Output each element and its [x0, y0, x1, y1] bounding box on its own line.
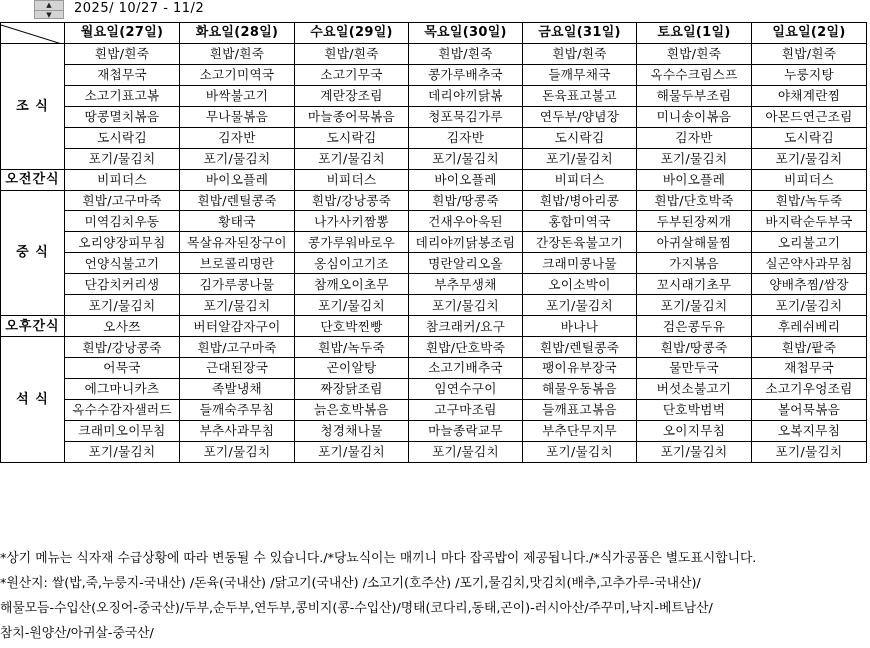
menu-item[interactable]: 에그마니카츠: [65, 378, 180, 399]
menu-item[interactable]: 바싹불고기: [180, 85, 295, 106]
menu-item[interactable]: 소고기표고볶: [65, 85, 180, 106]
snack-item[interactable]: 바이오플레: [637, 169, 752, 190]
menu-item[interactable]: 해물우동볶음: [523, 378, 637, 399]
menu-item[interactable]: 데리야끼닭봉조림: [409, 232, 523, 253]
lunch-row: [1, 253, 867, 274]
menu-item[interactable]: 소고기배추국: [409, 358, 523, 379]
lunch-row: [1, 295, 867, 316]
menu-item[interactable]: 김자반: [409, 127, 523, 148]
origin-line: 해물모듬-수입산(오징어-중국산)/두부,순두부,연두부,콩비지(콩-수입산)/명태(코다리,동태,곤이)-러시아산/주꾸미,낙지-베트남산/: [0, 601, 713, 616]
dinner-label: 석 식: [1, 337, 65, 463]
menu-item[interactable]: 흰밥/흰죽: [409, 43, 523, 64]
menu-item[interactable]: 늙은호박볶음: [295, 399, 409, 420]
menu-item[interactable]: 흰밥/흰죽: [65, 43, 180, 64]
menu-item[interactable]: 옥수수크림스프: [637, 64, 752, 85]
menu-item[interactable]: 흰밥/흰죽: [295, 43, 409, 64]
menu-item[interactable]: 마늘종락교무: [409, 420, 523, 441]
menu-item[interactable]: 포기/물김치: [295, 441, 409, 462]
menu-item[interactable]: 마늘종어묵볶음: [295, 106, 409, 127]
menu-item[interactable]: 포기/물김치: [752, 295, 867, 316]
day-header: 금요일(31일): [523, 23, 637, 44]
snack-item[interactable]: 비피더스: [65, 169, 180, 190]
snack-item[interactable]: 오사쯔: [65, 316, 180, 337]
menu-item[interactable]: 콩가루배추국: [409, 64, 523, 85]
origin-line: *원산지: 쌀(밥,죽,누룽지-국내산) /돈육(국내산) /닭고기(국내산) /소고기(호주산) /포기,물김치,맛김치(배추,고추가루-국내산)/: [0, 576, 701, 591]
menu-item[interactable]: 부추단무지무: [523, 420, 637, 441]
menu-item[interactable]: 임연수구이: [409, 378, 523, 399]
menu-item[interactable]: 포기/물김치: [180, 295, 295, 316]
date-range: 2025/ 10/27 - 11/2: [74, 1, 205, 16]
snack-item[interactable]: 단호박찐빵: [295, 316, 409, 337]
menu-item[interactable]: 아몬드연근조림: [752, 106, 867, 127]
menu-item[interactable]: 흰밥/흰죽: [180, 43, 295, 64]
menu-item[interactable]: 소고기미역국: [180, 64, 295, 85]
menu-item[interactable]: 포기/물김치: [637, 441, 752, 462]
menu-item[interactable]: 포기/물김치: [523, 441, 637, 462]
menu-item[interactable]: 흰밥/고구마죽: [65, 190, 180, 211]
menu-item[interactable]: 땅콩멸치볶음: [65, 106, 180, 127]
menu-item[interactable]: 흰밥/단호박죽: [409, 337, 523, 358]
menu-item[interactable]: 족발냉채: [180, 378, 295, 399]
menu-item[interactable]: 포기/물김치: [752, 148, 867, 169]
menu-item[interactable]: 흰밥/병아리콩: [523, 190, 637, 211]
dinner-row: [1, 441, 867, 462]
menu-item[interactable]: 포기/물김치: [295, 295, 409, 316]
breakfast-row: [1, 127, 867, 148]
menu-item[interactable]: 물만두국: [637, 358, 752, 379]
day-header: 목요일(30일): [409, 23, 523, 44]
menu-item[interactable]: 흰밥/렌틸콩죽: [180, 190, 295, 211]
menu-item[interactable]: 건새우아욱된: [409, 211, 523, 232]
menu-item[interactable]: 흰밥/흰죽: [752, 43, 867, 64]
snack-item[interactable]: 비피더스: [295, 169, 409, 190]
origin-line: 참치-원양산/아귀살-중국산/: [0, 626, 154, 641]
menu-item[interactable]: 옹심이고기조: [295, 253, 409, 274]
menu-item[interactable]: 포기/물김치: [65, 441, 180, 462]
snack-item[interactable]: 바이오플레: [409, 169, 523, 190]
menu-item[interactable]: 아귀살해물찜: [637, 232, 752, 253]
menu-item[interactable]: 해물두부조림: [637, 85, 752, 106]
breakfast-label: 조 식: [1, 43, 65, 169]
menu-item[interactable]: 재첩무국: [752, 358, 867, 379]
menu-item[interactable]: 브로콜리명란: [180, 253, 295, 274]
menu-item[interactable]: 재첩무국: [65, 64, 180, 85]
menu-item[interactable]: 어묵국: [65, 358, 180, 379]
diagonal-line-icon: [1, 23, 65, 43]
menu-item[interactable]: 바지락순두부국: [752, 211, 867, 232]
day-header: 화요일(28일): [180, 23, 295, 44]
menu-item[interactable]: 볼어묵볶음: [752, 399, 867, 420]
menu-item[interactable]: 포기/물김치: [180, 148, 295, 169]
lunch-row: [1, 190, 867, 211]
menu-item[interactable]: 도시락김: [65, 127, 180, 148]
menu-item[interactable]: 목살유자된장구이: [180, 232, 295, 253]
menu-item[interactable]: 흰밥/땅콩죽: [637, 337, 752, 358]
menu-item[interactable]: 오리양장피무침: [65, 232, 180, 253]
menu-item[interactable]: 흰밥/녹두죽: [295, 337, 409, 358]
menu-item[interactable]: 소고기우엉조림: [752, 378, 867, 399]
afternoon-snack-row: [1, 316, 867, 337]
menu-item[interactable]: 팽이유부장국: [523, 358, 637, 379]
menu-item[interactable]: 들깨표고볶음: [523, 399, 637, 420]
afternoon-snack-label: 오후간식: [1, 316, 65, 337]
menu-item[interactable]: 흰밥/땅콩죽: [409, 190, 523, 211]
menu-item[interactable]: 흰밥/녹두죽: [752, 190, 867, 211]
menu-item[interactable]: 나가사키짬뽕: [295, 211, 409, 232]
lunch-row: [1, 211, 867, 232]
snack-item[interactable]: 바나나: [523, 316, 637, 337]
menu-item[interactable]: 포기/물김치: [65, 148, 180, 169]
menu-item[interactable]: 도시락김: [523, 127, 637, 148]
dinner-row: [1, 358, 867, 379]
menu-item[interactable]: 흰밥/강낭콩죽: [295, 190, 409, 211]
menu-item[interactable]: 포기/물김치: [523, 148, 637, 169]
dinner-row: [1, 420, 867, 441]
menu-item[interactable]: 흰밥/렌틸콩죽: [523, 337, 637, 358]
menu-item[interactable]: 오복지무침: [752, 420, 867, 441]
scroll-spinner[interactable]: [34, 0, 64, 19]
day-header: 토요일(1일): [637, 23, 752, 44]
menu-item[interactable]: 연두부/양념장: [523, 106, 637, 127]
day-header: 수요일(29일): [295, 23, 409, 44]
menu-item[interactable]: 김자반: [180, 127, 295, 148]
menu-item[interactable]: 포기/물김치: [752, 441, 867, 462]
menu-item[interactable]: 근대된장국: [180, 358, 295, 379]
menu-item[interactable]: 황태국: [180, 211, 295, 232]
breakfast-row: [1, 43, 867, 64]
morning-snack-label: 오전간식: [1, 169, 65, 190]
breakfast-row: [1, 106, 867, 127]
menu-item[interactable]: 청경채나물: [295, 420, 409, 441]
menu-item[interactable]: 포기/물김치: [523, 295, 637, 316]
menu-item[interactable]: 고구마조림: [409, 399, 523, 420]
menu-item[interactable]: 흰밥/흰죽: [637, 43, 752, 64]
menu-item[interactable]: 포기/물김치: [295, 148, 409, 169]
menu-item[interactable]: 양배추찜/쌈장: [752, 274, 867, 295]
morning-snack-row: [1, 169, 867, 190]
menu-item[interactable]: 단감치커리생: [65, 274, 180, 295]
menu-item[interactable]: 들깨숙주무침: [180, 399, 295, 420]
snack-item[interactable]: 비피더스: [523, 169, 637, 190]
day-header: 월요일(27일): [65, 23, 180, 44]
menu-item[interactable]: 청포묵김가루: [409, 106, 523, 127]
menu-item[interactable]: 흰밥/강낭콩죽: [65, 337, 180, 358]
menu-item[interactable]: 흰밥/흰죽: [523, 43, 637, 64]
menu-item[interactable]: 포기/물김치: [409, 295, 523, 316]
spin-down-icon[interactable]: ▼: [35, 10, 63, 20]
snack-item[interactable]: 참크래커/요구: [409, 316, 523, 337]
spin-up-icon[interactable]: ▲: [46, 1, 52, 9]
menu-item[interactable]: 언양식불고기: [65, 253, 180, 274]
lunch-row: [1, 274, 867, 295]
menu-item[interactable]: 가지볶음: [637, 253, 752, 274]
menu-item[interactable]: 포기/물김치: [65, 295, 180, 316]
menu-item[interactable]: 단호박범벅: [637, 399, 752, 420]
menu-item[interactable]: 포기/물김치: [180, 441, 295, 462]
breakfast-row: [1, 85, 867, 106]
menu-item[interactable]: 포기/물김치: [637, 148, 752, 169]
snack-item[interactable]: 비피더스: [752, 169, 867, 190]
menu-item[interactable]: 간장돈육불고기: [523, 232, 637, 253]
menu-item[interactable]: 포기/물김치: [409, 148, 523, 169]
menu-item[interactable]: 버섯소불고기: [637, 378, 752, 399]
menu-item[interactable]: 홍합미역국: [523, 211, 637, 232]
menu-item[interactable]: 크래미콩나물: [523, 253, 637, 274]
menu-item[interactable]: 부추사과무침: [180, 420, 295, 441]
day-header: 일요일(2일): [752, 23, 867, 44]
menu-item[interactable]: 실곤약사과무침: [752, 253, 867, 274]
menu-item[interactable]: 흰밥/단호박죽: [637, 190, 752, 211]
menu-item[interactable]: 흰밥/고구마죽: [180, 337, 295, 358]
menu-item[interactable]: 도시락김: [752, 127, 867, 148]
menu-item[interactable]: 꼬시래기초무: [637, 274, 752, 295]
menu-item[interactable]: 포기/물김치: [637, 295, 752, 316]
breakfast-row: [1, 148, 867, 169]
menu-item[interactable]: 명란알리오올: [409, 253, 523, 274]
menu-item[interactable]: 오리불고기: [752, 232, 867, 253]
snack-item[interactable]: 바이오플레: [180, 169, 295, 190]
title-bar: [0, 0, 870, 20]
snack-item[interactable]: 검은콩두유: [637, 316, 752, 337]
menu-item[interactable]: 포기/물김치: [409, 441, 523, 462]
menu-item[interactable]: 옥수수감자샐러드: [65, 399, 180, 420]
menu-item[interactable]: 짜장닭조림: [295, 378, 409, 399]
menu-item[interactable]: 부추무생채: [409, 274, 523, 295]
menu-item[interactable]: 두부된장찌개: [637, 211, 752, 232]
snack-item[interactable]: 버터알감자구이: [180, 316, 295, 337]
lunch-label: 중 식: [1, 190, 65, 316]
menu-item[interactable]: 김가루콩나물: [180, 274, 295, 295]
menu-item[interactable]: 돈육표고불고: [523, 85, 637, 106]
menu-item[interactable]: 곤이알탕: [295, 358, 409, 379]
menu-item[interactable]: 야채계란찜: [752, 85, 867, 106]
menu-item[interactable]: 김자반: [637, 127, 752, 148]
menu-item[interactable]: 도시락김: [295, 127, 409, 148]
lunch-row: [1, 232, 867, 253]
notes: [0, 546, 870, 646]
menu-item[interactable]: 콩가루워바로우: [295, 232, 409, 253]
weekly-menu-table: [0, 22, 867, 463]
snack-item[interactable]: 후레쉬베리: [752, 316, 867, 337]
menu-item[interactable]: 들깨무채국: [523, 64, 637, 85]
menu-item[interactable]: 크래미오이무침: [65, 420, 180, 441]
menu-item[interactable]: 흰밥/팥죽: [752, 337, 867, 358]
dinner-row: [1, 399, 867, 420]
menu-item[interactable]: 데리야끼닭볶: [409, 85, 523, 106]
breakfast-row: [1, 64, 867, 85]
dinner-row: [1, 337, 867, 358]
menu-item[interactable]: 미니송이볶음: [637, 106, 752, 127]
dinner-row: [1, 378, 867, 399]
notice-line: *상기 메뉴는 식자재 수급상황에 따라 변동될 수 있습니다./*당뇨식이는 매끼니 마다 잡곡밥이 제공됩니다./*식가공품은 별도표시합니다.: [0, 551, 757, 566]
menu-item[interactable]: 누룽지탕: [752, 64, 867, 85]
menu-item[interactable]: 미역김치우동: [65, 211, 180, 232]
menu-item[interactable]: 오이소박이: [523, 274, 637, 295]
menu-item[interactable]: 오이지무침: [637, 420, 752, 441]
menu-item[interactable]: 소고기무국: [295, 64, 409, 85]
corner-cell: [1, 23, 65, 44]
menu-item[interactable]: 계란장조림: [295, 85, 409, 106]
menu-item[interactable]: 무나물볶음: [180, 106, 295, 127]
menu-item[interactable]: 참깨오이초무: [295, 274, 409, 295]
